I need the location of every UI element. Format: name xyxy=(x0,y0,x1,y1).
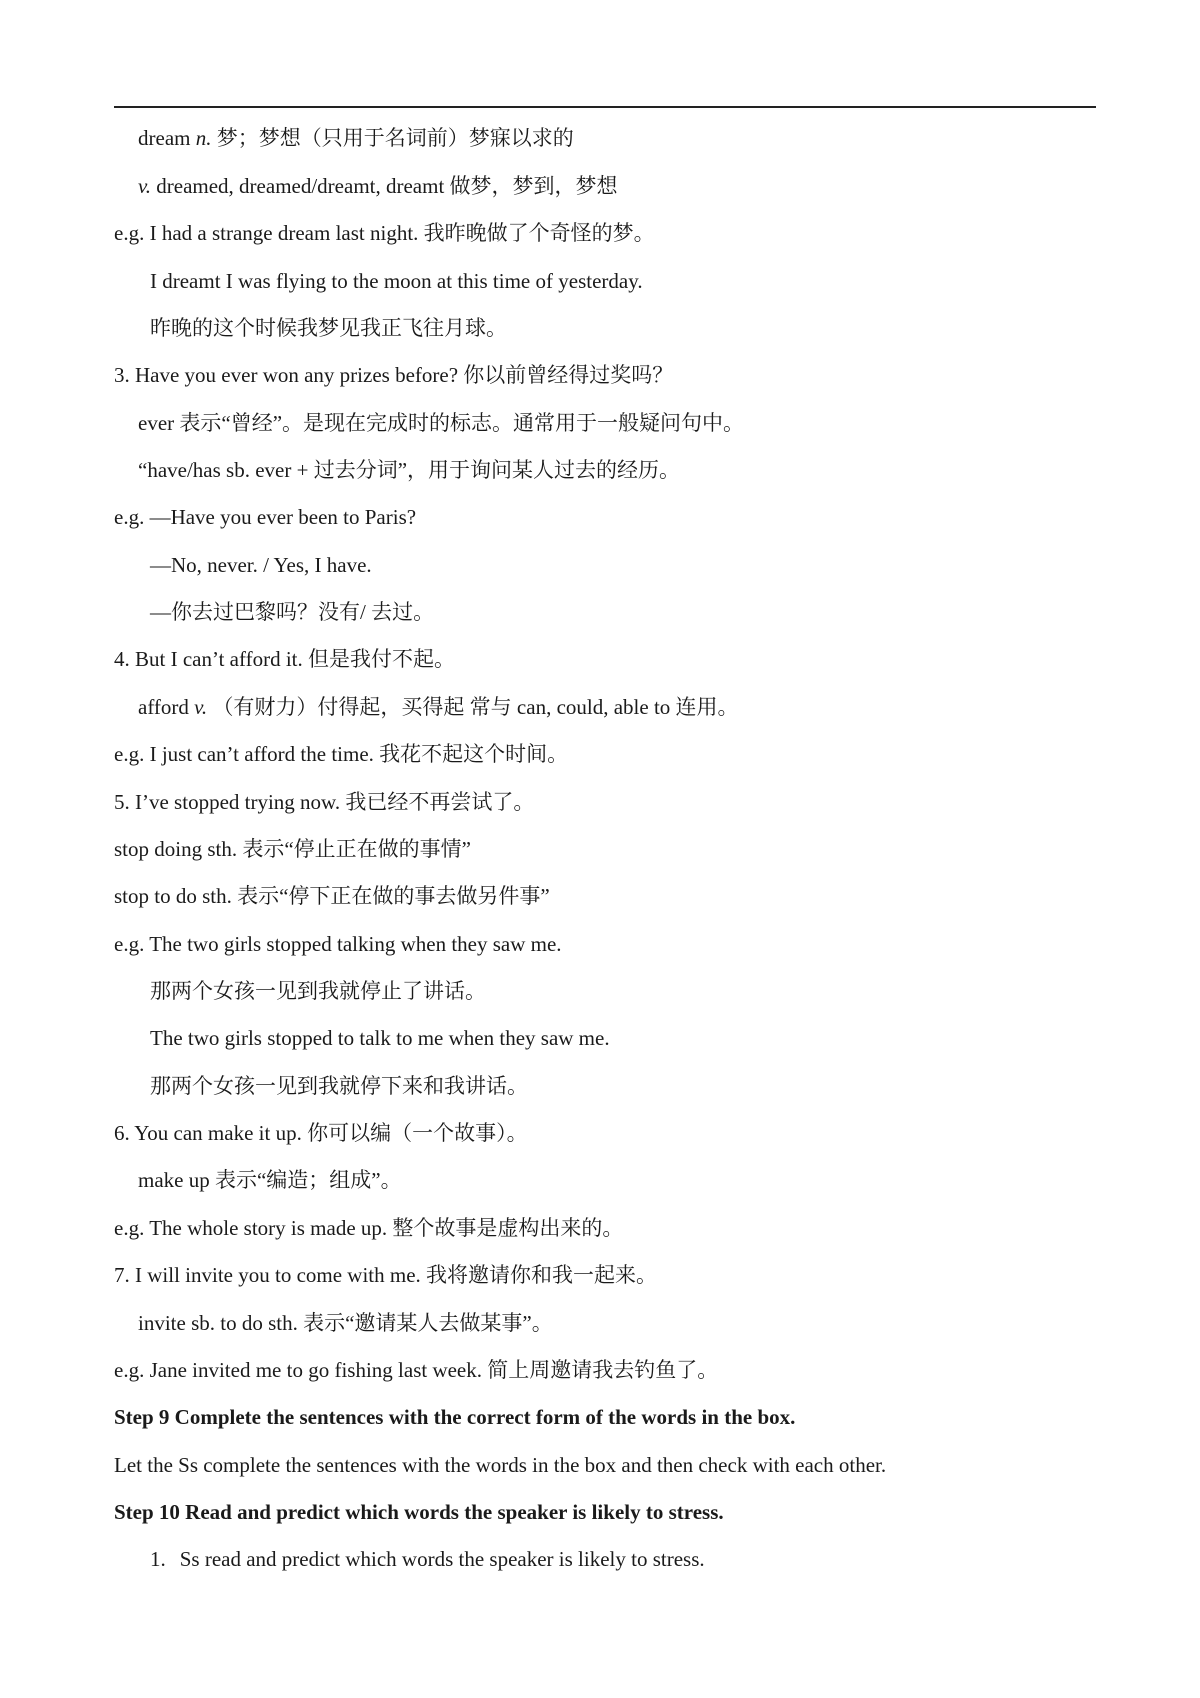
text-line: 6. You can make it up. 你可以编（一个故事）。 xyxy=(114,1121,528,1145)
line-text: 梦；梦想（只用于名词前）梦寐以求的 xyxy=(211,126,574,150)
text-line xyxy=(138,172,618,200)
text-line: “have/has sb. ever + 过去分词”，用于询问某人过去的经历。 xyxy=(138,458,681,482)
text-line: e.g. The two girls stopped talking when they saw me. xyxy=(114,932,562,956)
text-line: Let the Ss complete the sentences with the words in the box and then check with each other. xyxy=(114,1453,887,1477)
text-line: —No, never. / Yes, I have. xyxy=(150,553,372,577)
text-line: 昨晚的这个时候我梦见我正飞往月球。 xyxy=(150,316,507,340)
line-text: afford xyxy=(138,695,195,719)
line-text: dreamed, dreamed/dreamt, dreamt 做梦，梦到，梦想 xyxy=(151,174,618,198)
text-line: e.g. The whole story is made up. 整个故事是虚构出来的。 xyxy=(114,1216,624,1240)
list-number: 1. xyxy=(150,1547,166,1571)
part-of-speech: v. xyxy=(194,695,208,719)
text-line: e.g. I just can’t afford the time. 我花不起这个时间。 xyxy=(114,742,569,766)
header-rule xyxy=(114,106,1096,108)
part-of-speech: n. xyxy=(195,126,212,150)
text-line: stop to do sth. 表示“停下正在做的事去做另件事” xyxy=(114,884,550,908)
text-line xyxy=(138,693,739,721)
text-line: stop doing sth. 表示“停止正在做的事情” xyxy=(114,837,471,861)
text-line: I dreamt I was flying to the moon at this time of yesterday. xyxy=(150,269,643,293)
text-line: —你去过巴黎吗？没有/ 去过。 xyxy=(150,600,435,624)
text-line: e.g. Jane invited me to go fishing last week. 简上周邀请我去钓鱼了。 xyxy=(114,1358,719,1382)
text-line xyxy=(138,124,574,152)
text-line: 那两个女孩一见到我就停止了讲话。 xyxy=(150,979,486,1003)
text-line: e.g. —Have you ever been to Paris? xyxy=(114,505,417,529)
text-line: 那两个女孩一见到我就停下来和我讲话。 xyxy=(150,1074,528,1098)
text-line: 7. I will invite you to come with me. 我将邀请你和我一起来。 xyxy=(114,1263,658,1287)
text-line: e.g. I had a strange dream last night. 我昨晚做了个奇怪的梦。 xyxy=(114,221,655,245)
line-text: （有财力）付得起，买得起 常与 can, could, able to 连用。 xyxy=(207,695,739,719)
list-item xyxy=(150,1545,705,1573)
text-line: 5. I’ve stopped trying now. 我已经不再尝试了。 xyxy=(114,790,535,814)
line-text: dream xyxy=(138,126,196,150)
step-heading: Step 10 Read and predict which words the speaker is likely to stress. xyxy=(114,1500,724,1524)
text-line: invite sb. to do sth. 表示“邀请某人去做某事”。 xyxy=(138,1311,553,1335)
list-item-text: Ss read and predict which words the speaker is likely to stress. xyxy=(179,1547,705,1571)
step-heading: Step 9 Complete the sentences with the correct form of the words in the box. xyxy=(114,1405,796,1429)
text-line: The two girls stopped to talk to me when they saw me. xyxy=(150,1026,610,1050)
text-line: ever 表示“曾经”。是现在完成时的标志。通常用于一般疑问句中。 xyxy=(138,411,745,435)
part-of-speech: v. xyxy=(138,174,152,198)
text-line: make up 表示“编造；组成”。 xyxy=(138,1168,402,1192)
text-line: 4. But I can’t afford it. 但是我付不起。 xyxy=(114,647,456,671)
text-line: 3. Have you ever won any prizes before? 你以前曾经得过奖吗？ xyxy=(114,363,674,387)
